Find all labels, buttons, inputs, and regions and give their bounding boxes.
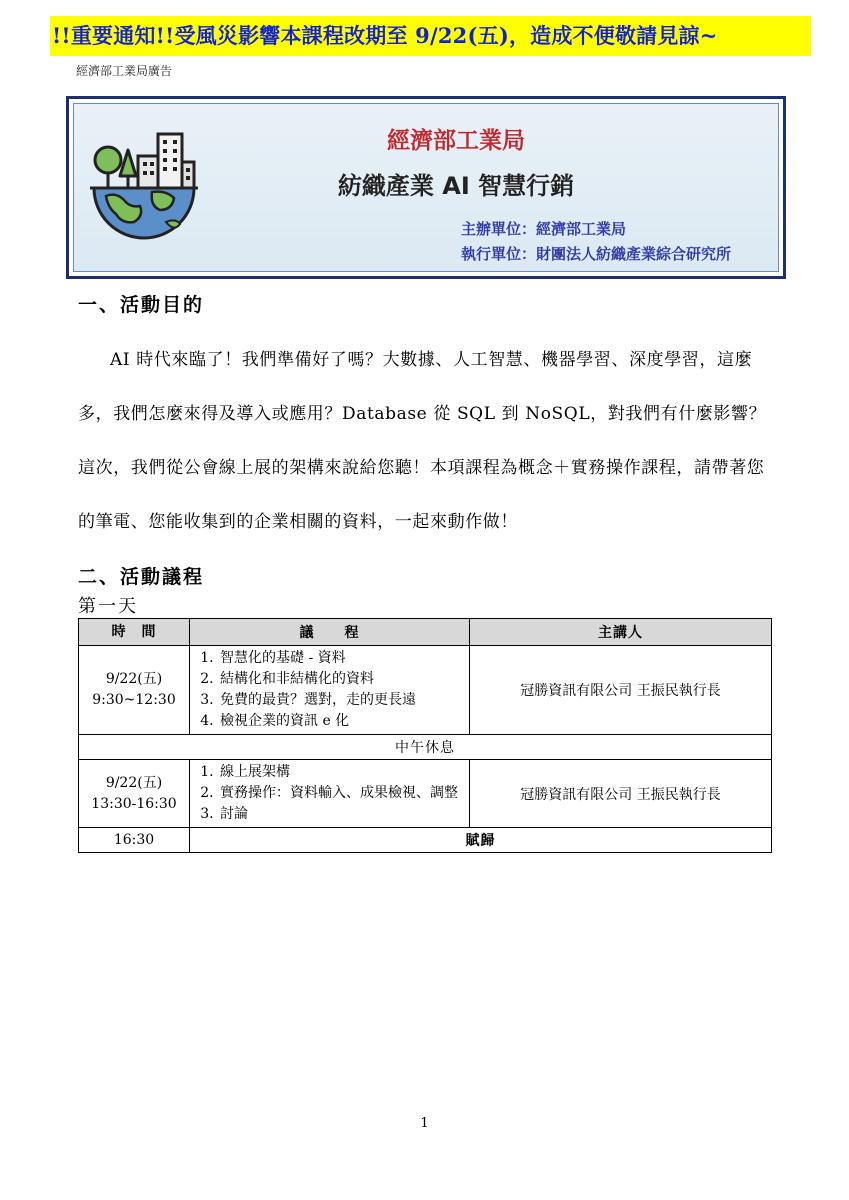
table-row bbox=[79, 735, 772, 760]
list-item: 3. 討論 bbox=[218, 804, 469, 825]
table-row bbox=[79, 646, 772, 735]
purpose-paragraph: AI 時代來臨了！我們準備好了嗎？大數據、人工智慧、機器學習、深度學習，這麼多，我們怎麼來得及導入或應用？Database 從 SQL 到 NoSQL，對我們有什麼影響？這次，我們從公會線上展的架構來說給您聽！本項課程為概念＋實務操作課程，請帶著您的筆電、您能收集到的企業相關的資料，一起來動作做！ bbox=[78, 350, 767, 532]
notice-banner: !!重要通知!!受風災影響本課程改期至 9/22(五)，造成不便敬請見諒~ bbox=[50, 16, 811, 56]
session-time-cell bbox=[79, 646, 190, 735]
table-row bbox=[79, 828, 772, 853]
session-time: 9:30~12:30 bbox=[92, 692, 176, 708]
session-topics-cell bbox=[190, 760, 470, 828]
session-speaker: 冠勝資訊有限公司 王振民執行長 bbox=[470, 760, 772, 828]
session-topics-cell bbox=[190, 646, 470, 735]
end-time: 16:30 bbox=[79, 828, 190, 853]
topic-list bbox=[190, 762, 469, 825]
end-label: 賦歸 bbox=[190, 828, 772, 853]
list-item: 1. 智慧化的基礎 - 資料 bbox=[218, 648, 469, 669]
ad-line: 經濟部工業局廣告 bbox=[76, 64, 173, 78]
agenda-table bbox=[78, 618, 772, 853]
page-number: 1 bbox=[420, 1116, 429, 1131]
section-heading-purpose: 一、活動目的 bbox=[78, 294, 205, 316]
header-time: 時 間 bbox=[79, 619, 190, 646]
header-topic: 議 程 bbox=[190, 619, 470, 646]
topic-list bbox=[190, 648, 469, 732]
session-time: 13:30-16:30 bbox=[91, 795, 177, 812]
section-heading-agenda: 二、活動議程 bbox=[78, 566, 205, 588]
list-item: 4. 檢視企業的資訊 e 化 bbox=[218, 711, 469, 732]
header-banner bbox=[66, 96, 786, 279]
organizer-text: 主辦單位：經濟部工業局 bbox=[461, 220, 627, 238]
header-speaker: 主講人 bbox=[470, 619, 772, 646]
list-item: 1. 線上展架構 bbox=[218, 762, 469, 783]
table-header-row bbox=[79, 619, 772, 646]
executor-text: 執行單位：財團法人紡織產業綜合研究所 bbox=[461, 245, 732, 263]
table-row bbox=[79, 760, 772, 828]
lunch-break: 中午休息 bbox=[79, 735, 772, 760]
session-date: 9/22(五) bbox=[105, 774, 163, 791]
list-item: 2. 實務操作：資料輸入、成果檢視、調整 bbox=[218, 783, 469, 804]
list-item: 3. 免費的最貴？選對，走的更長遠 bbox=[218, 690, 469, 711]
session-speaker: 冠勝資訊有限公司 王振民執行長 bbox=[470, 646, 772, 735]
banner-subtitle: 紡織產業 AI 智慧行銷 bbox=[337, 172, 575, 200]
list-item: 2. 結構化和非結構化的資料 bbox=[218, 669, 469, 690]
banner-title: 經濟部工業局 bbox=[387, 128, 525, 154]
session-date: 9/22(五) bbox=[105, 671, 163, 687]
banner-inner bbox=[73, 103, 779, 272]
day-label: 第一天 bbox=[78, 596, 138, 617]
session-time-cell bbox=[79, 760, 190, 828]
